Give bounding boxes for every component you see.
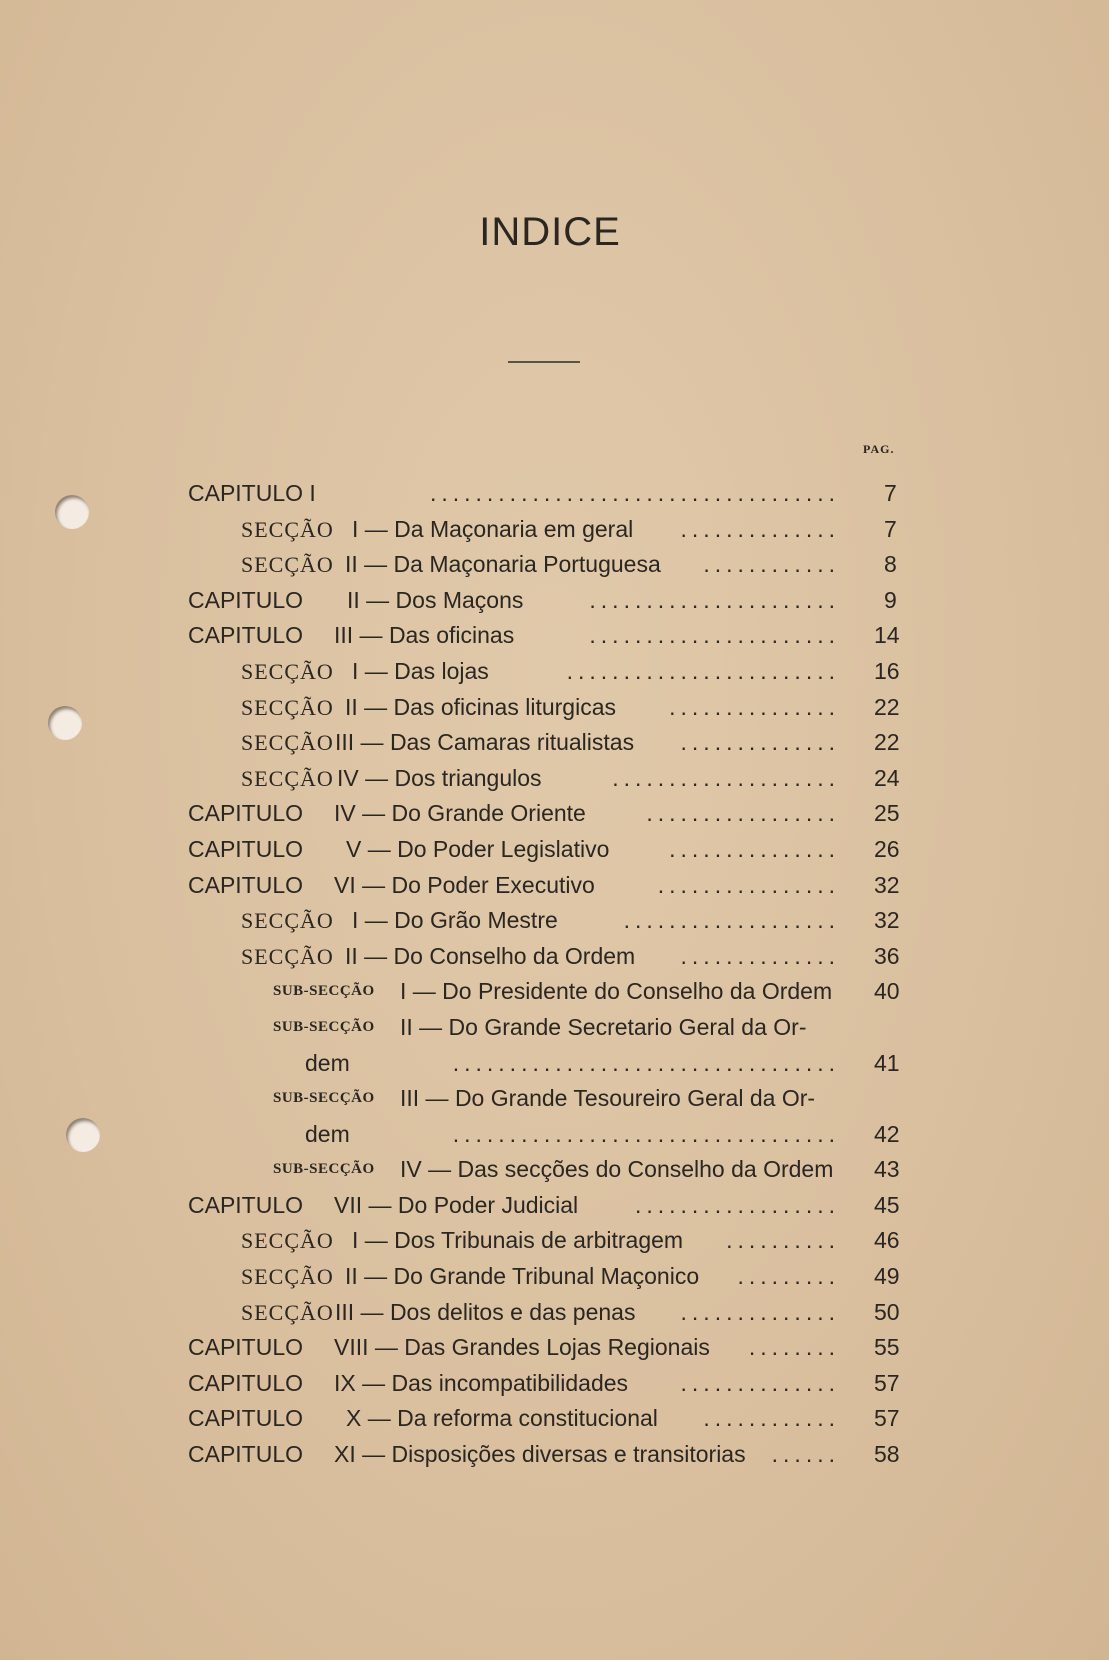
- toc-entry: [0, 1330, 1109, 1366]
- toc-entry-page: 22: [874, 729, 900, 756]
- toc-entry-label: SECÇÃO: [241, 694, 334, 720]
- toc-entry: [0, 1295, 1109, 1331]
- dot-leader: ............: [703, 551, 840, 578]
- toc-entry: [0, 1437, 1109, 1473]
- toc-entry: [0, 868, 1109, 904]
- toc-entry-label: SECÇÃO: [241, 552, 334, 578]
- toc-entry-label: CAPITULO: [188, 622, 304, 649]
- toc-entry: [0, 476, 1109, 512]
- dot-leader: ...............: [669, 835, 840, 862]
- toc-entry-title: III — Do Grande Tesoureiro Geral da Or-: [400, 1085, 816, 1112]
- toc-entry-title: I — Das lojas: [352, 657, 489, 684]
- toc-entry: [0, 1152, 1109, 1188]
- dot-leader: ........: [748, 1334, 840, 1361]
- divider: [508, 361, 580, 363]
- dot-leader: ..................: [634, 1191, 840, 1218]
- toc-entry-title: V — Do Poder Legislativo: [346, 835, 610, 862]
- toc-entry: [0, 725, 1109, 761]
- toc-entry-label: CAPITULO: [188, 1441, 304, 1468]
- toc-entry-title: I — Dos Tribunais de arbitragem: [352, 1227, 684, 1254]
- toc-entry: [0, 796, 1109, 832]
- toc-entry-label: SECÇÃO: [241, 516, 334, 542]
- toc-entry-title: II — Do Grande Tribunal Maçonico: [345, 1263, 700, 1290]
- dot-leader: ...............: [669, 693, 840, 720]
- toc-entry-title: VI — Do Poder Executivo: [334, 871, 595, 898]
- toc-entry-title: I — Do Presidente do Conselho da Ordem: [400, 978, 833, 1005]
- toc-entry-title: I — Do Grão Mestre: [352, 907, 558, 934]
- toc-entry-label: SECÇÃO: [241, 943, 334, 969]
- dot-leader: ...................: [623, 907, 840, 934]
- toc-entry: [0, 761, 1109, 797]
- toc-entry-page: 58: [874, 1441, 900, 1468]
- dot-leader: ................: [657, 871, 840, 898]
- toc-entry-page: 7: [884, 515, 897, 542]
- toc-entry-title: X — Da reforma constitucional: [346, 1405, 658, 1432]
- toc-entry-page: 9: [884, 586, 897, 613]
- toc-entry-title: I — Da Maçonaria em geral: [352, 515, 634, 542]
- toc-entry-title: XI — Disposições diversas e transitorias: [334, 1441, 746, 1468]
- dot-leader: ....................: [612, 764, 840, 791]
- toc-entry-label: SECÇÃO: [241, 765, 334, 791]
- toc-entry-page: 32: [874, 871, 900, 898]
- dot-leader: ..........: [726, 1227, 840, 1254]
- dot-leader: .........: [737, 1263, 840, 1290]
- toc-entry-title: II — Dos Maçons: [347, 586, 524, 613]
- toc-entry-label: SECÇÃO: [241, 658, 334, 684]
- toc-entry: [0, 1081, 1109, 1117]
- toc-entry-title: III — Das Camaras ritualistas: [335, 729, 635, 756]
- dot-leader: ..................................: [452, 1120, 840, 1147]
- toc-entry: [0, 1188, 1109, 1224]
- toc-entry-page: 43: [874, 1156, 900, 1183]
- toc-entry-label: SECÇÃO: [241, 908, 334, 934]
- dot-leader: ..............: [680, 515, 840, 542]
- toc-entry-page: 7: [884, 480, 897, 506]
- toc-entry-page: 25: [874, 800, 900, 827]
- toc-entry: [0, 832, 1109, 868]
- toc-entry: [0, 618, 1109, 654]
- toc-entry: [0, 654, 1109, 690]
- toc-entry-title: VII — Do Poder Judicial: [334, 1191, 579, 1218]
- toc-entry: [0, 1223, 1109, 1259]
- toc-entry: [0, 1117, 1109, 1153]
- toc-entry-label: CAPITULO: [188, 800, 304, 827]
- toc-entry-page: 14: [874, 622, 900, 649]
- toc-entry: [0, 1010, 1109, 1046]
- toc-entry-page: 36: [874, 942, 900, 969]
- toc-entry-label: SECÇÃO: [241, 1299, 334, 1325]
- toc-entry-title: dem: [305, 1049, 350, 1076]
- toc-entry: [0, 547, 1109, 583]
- toc-entry-label: SECÇÃO: [241, 730, 334, 756]
- toc-entry: [0, 1366, 1109, 1402]
- toc-entry-title: II — Da Maçonaria Portuguesa: [345, 551, 661, 578]
- toc-entry-title: IV — Dos triangulos: [337, 764, 542, 791]
- dot-leader: ........................: [566, 657, 840, 684]
- dot-leader: ..............: [680, 1369, 840, 1396]
- toc-entry-label: CAPITULO I: [188, 480, 316, 506]
- dot-leader: ....................................: [429, 480, 840, 506]
- toc-entry-label: SUB-SECÇÃO: [273, 1090, 375, 1107]
- toc-entry-page: 42: [874, 1120, 900, 1147]
- table-of-contents: [0, 476, 1109, 1473]
- toc-entry-page: 32: [874, 907, 900, 934]
- dot-leader: .................: [646, 800, 840, 827]
- toc-entry-label: SUB-SECÇÃO: [273, 1018, 375, 1035]
- dot-leader: ......................: [589, 622, 840, 649]
- toc-entry-page: 22: [874, 693, 900, 720]
- toc-entry-page: 8: [884, 551, 897, 578]
- toc-entry-label: CAPITULO: [188, 1191, 304, 1218]
- toc-entry-title: VIII — Das Grandes Lojas Regionais: [334, 1334, 710, 1361]
- toc-entry-label: CAPITULO: [188, 871, 304, 898]
- toc-entry-page: 16: [874, 657, 900, 684]
- toc-entry: [0, 512, 1109, 548]
- toc-entry: [0, 939, 1109, 975]
- toc-entry-label: SECÇÃO: [241, 1264, 334, 1290]
- toc-entry-title: III — Dos delitos e das penas: [335, 1298, 636, 1325]
- dot-leader: ..............: [680, 1298, 840, 1325]
- toc-entry-label: SECÇÃO: [241, 1228, 334, 1254]
- toc-entry: [0, 690, 1109, 726]
- toc-entry-label: CAPITULO: [188, 1405, 304, 1432]
- toc-entry-page: 57: [874, 1369, 900, 1396]
- toc-entry-page: 55: [874, 1334, 900, 1361]
- dot-leader: ......................: [589, 586, 840, 613]
- toc-entry-page: 40: [874, 978, 900, 1005]
- toc-entry-title: II — Das oficinas liturgicas: [345, 693, 616, 720]
- toc-entry-label: SUB-SECÇÃO: [273, 983, 375, 1000]
- toc-entry: [0, 1046, 1109, 1082]
- toc-entry-page: 50: [874, 1298, 900, 1325]
- toc-entry-label: CAPITULO: [188, 586, 304, 613]
- toc-entry: [0, 1401, 1109, 1437]
- toc-entry-page: 41: [874, 1049, 900, 1076]
- toc-entry: [0, 583, 1109, 619]
- dot-leader: ..............: [680, 942, 840, 969]
- toc-entry-page: 57: [874, 1405, 900, 1432]
- toc-entry-title: dem: [305, 1120, 350, 1147]
- toc-entry-page: 24: [874, 764, 900, 791]
- dot-leader: ......: [771, 1441, 840, 1468]
- toc-entry-label: CAPITULO: [188, 1334, 304, 1361]
- page-column-header: PAG.: [863, 442, 895, 456]
- toc-entry-page: 49: [874, 1263, 900, 1290]
- page-title: INDICE: [479, 210, 621, 254]
- toc-entry-page: 45: [874, 1191, 900, 1218]
- toc-entry-label: CAPITULO: [188, 1369, 304, 1396]
- toc-entry-title: II — Do Conselho da Ordem: [345, 942, 636, 969]
- toc-entry-title: II — Do Grande Secretario Geral da Or-: [400, 1013, 807, 1040]
- toc-entry-label: SUB-SECÇÃO: [273, 1161, 375, 1178]
- dot-leader: ..............: [680, 729, 840, 756]
- dot-leader: ............: [703, 1405, 840, 1432]
- toc-entry-title: IV — Do Grande Oriente: [334, 800, 586, 827]
- toc-entry-title: III — Das oficinas: [334, 622, 515, 649]
- toc-entry: [0, 974, 1109, 1010]
- toc-entry-label: CAPITULO: [188, 835, 304, 862]
- toc-entry: [0, 903, 1109, 939]
- toc-entry-page: 46: [874, 1227, 900, 1254]
- toc-entry-title: IX — Das incompatibilidades: [334, 1369, 629, 1396]
- dot-leader: ..................................: [452, 1049, 840, 1076]
- toc-entry-page: 26: [874, 835, 900, 862]
- toc-entry: [0, 1259, 1109, 1295]
- toc-entry-title: IV — Das secções do Conselho da Ordem: [400, 1156, 834, 1183]
